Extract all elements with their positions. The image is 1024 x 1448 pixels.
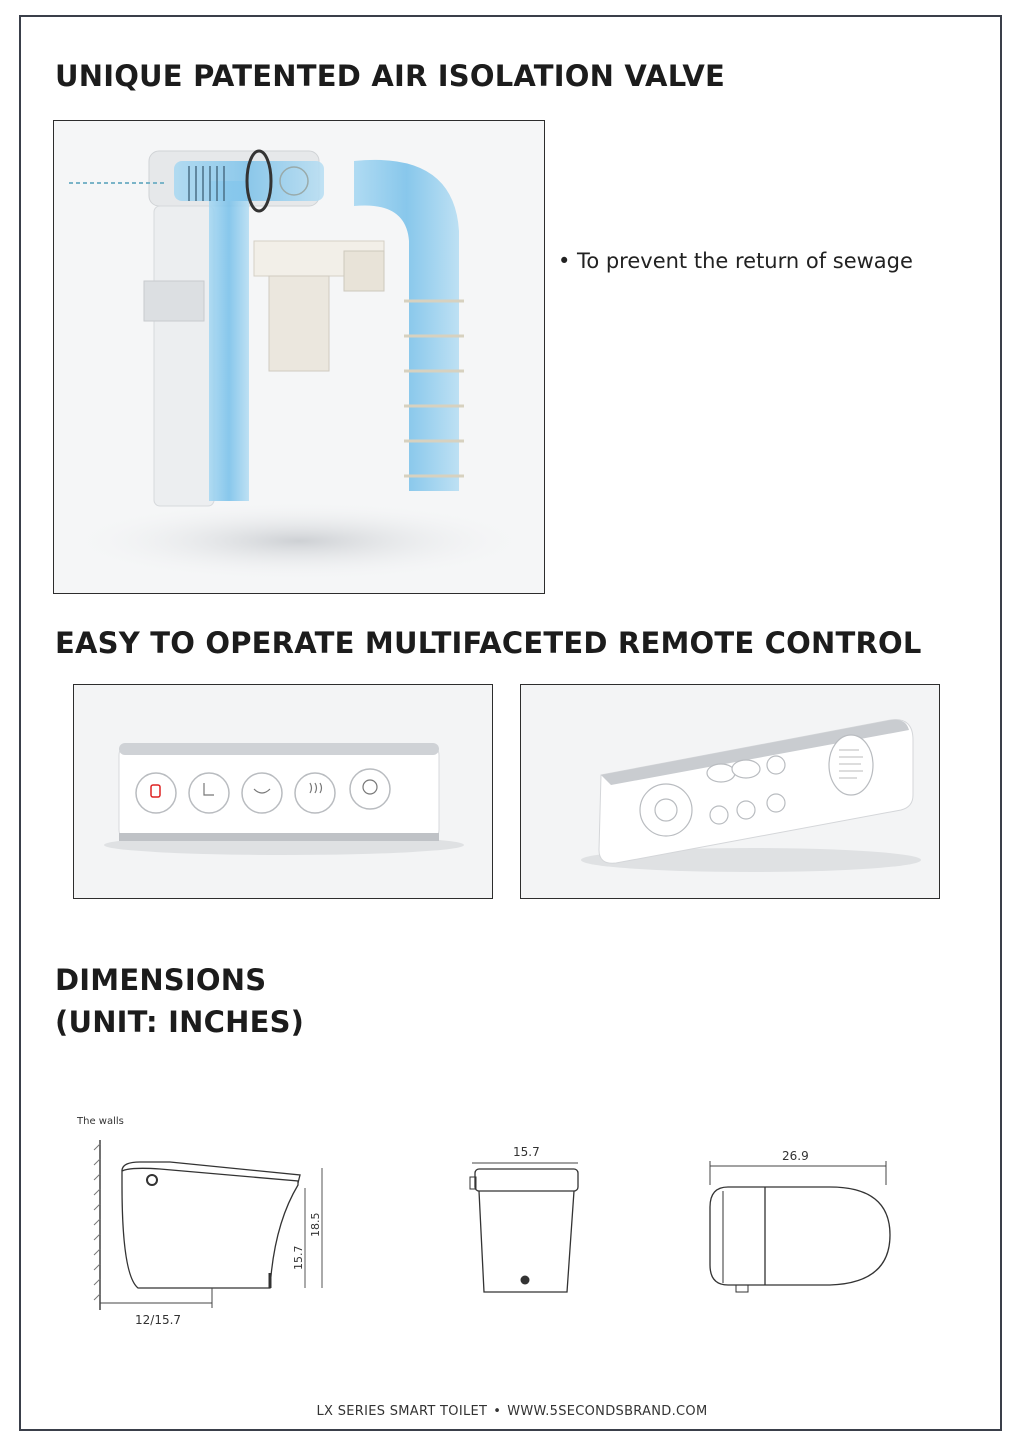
remote-section-title: EASY TO OPERATE MULTIFACETED REMOTE CONTROL — [55, 626, 922, 660]
walls-label: The walls — [77, 1116, 124, 1127]
valve-bullet-point: • To prevent the return of sewage — [558, 249, 913, 273]
front-width-label: 15.7 — [513, 1145, 540, 1159]
dimension-drawings — [60, 1105, 940, 1345]
side-height-b-label: 18.5 — [309, 1212, 322, 1237]
dimensions-section-title: DIMENSIONS — [55, 963, 267, 997]
dimensions-unit-subtitle: (UNIT: INCHES) — [55, 1005, 305, 1039]
page-footer — [0, 1404, 1024, 1419]
footer-separator: • — [493, 1404, 502, 1419]
top-length-label: 26.9 — [782, 1149, 809, 1163]
remote-control-angle-image — [520, 684, 940, 899]
air-isolation-valve-image — [53, 120, 545, 594]
footer-website-link[interactable]: WWW.5SECONDSBRAND.COM — [507, 1404, 708, 1419]
side-depth-label: 12/15.7 — [135, 1313, 182, 1327]
side-height-a-label: 15.7 — [292, 1245, 305, 1270]
footer-product-name: LX SERIES SMART TOILET — [316, 1404, 488, 1419]
remote-control-front-image — [73, 684, 493, 899]
valve-section-title: UNIQUE PATENTED AIR ISOLATION VALVE — [55, 59, 726, 93]
